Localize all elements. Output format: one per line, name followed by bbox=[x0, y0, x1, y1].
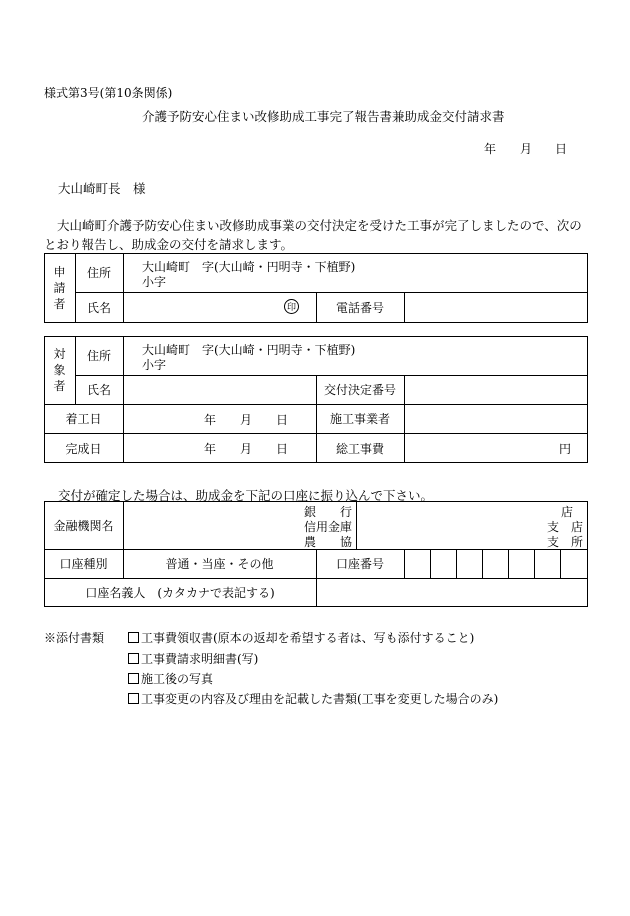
target-address-label: 住所 bbox=[86, 349, 111, 363]
completion-month-label: 月 bbox=[240, 442, 253, 456]
attachment-item-change-doc[interactable]: 工事変更の内容及び理由を記載した書類(工事を変更した場合のみ) bbox=[128, 690, 498, 707]
institution-label: 金融機関名 bbox=[53, 518, 114, 533]
decision-number-field[interactable] bbox=[405, 376, 587, 403]
attachment-item-photos[interactable]: 施工後の写真 bbox=[128, 670, 213, 687]
account-number-label: 口座番号 bbox=[335, 557, 384, 571]
date-year-label: 年 bbox=[484, 142, 497, 156]
account-type-options[interactable]: 普通・当座・その他 bbox=[165, 557, 274, 571]
attachments-label: ※添付書類 bbox=[44, 631, 105, 645]
bank-type-shinkin: 信用金庫 bbox=[304, 520, 353, 534]
account-type-label: 口座種別 bbox=[59, 557, 108, 571]
contractor-field[interactable] bbox=[405, 405, 587, 432]
seal-mark: 印 bbox=[284, 299, 299, 314]
addressee: 大山崎町長 様 bbox=[58, 181, 146, 196]
document-title: 介護予防安心住まい改修助成工事完了報告書兼助成金交付請求書 bbox=[142, 109, 505, 124]
checkbox-icon[interactable] bbox=[128, 632, 139, 643]
decision-number-label: 交付決定番号 bbox=[323, 383, 396, 397]
target-group-label: 対 象 者 bbox=[53, 347, 66, 393]
target-address-line1: 大山崎町 字(大山崎・円明寺・下植野) bbox=[142, 343, 356, 357]
branch-type-store: 店 bbox=[561, 505, 574, 519]
applicant-address-line1: 大山崎町 字(大山崎・円明寺・下植野) bbox=[142, 260, 356, 274]
applicant-phone-label: 電話番号 bbox=[335, 301, 384, 315]
completion-year-label: 年 bbox=[204, 442, 217, 456]
target-address-line2: 小字 bbox=[142, 358, 167, 372]
checkbox-icon[interactable] bbox=[128, 693, 139, 704]
start-month-label: 月 bbox=[240, 413, 253, 427]
branch-type-office: 支 所 bbox=[547, 535, 584, 549]
applicant-phone-field[interactable] bbox=[405, 293, 587, 322]
form-number: 様式第3号(第10条関係) bbox=[44, 86, 173, 100]
date-day-label: 日 bbox=[555, 142, 568, 156]
account-holder-label: 口座名義人 (カタカナで表記する) bbox=[85, 586, 275, 600]
attachment-item-invoice[interactable]: 工事費請求明細書(写) bbox=[128, 650, 258, 667]
branch-type-branch: 支 店 bbox=[547, 520, 584, 534]
checkbox-icon[interactable] bbox=[128, 673, 139, 684]
applicant-address-line2: 小字 bbox=[142, 275, 167, 289]
contractor-label: 施工事業者 bbox=[329, 412, 390, 426]
start-year-label: 年 bbox=[204, 413, 217, 427]
date-month-label: 月 bbox=[520, 142, 533, 156]
start-day-label: 日 bbox=[276, 413, 289, 427]
applicant-name-label: 氏名 bbox=[86, 301, 111, 315]
account-holder-field[interactable] bbox=[317, 579, 587, 606]
bank-type-bank: 銀 行 bbox=[304, 505, 353, 519]
total-cost-label: 総工事費 bbox=[335, 441, 384, 456]
completion-date-label: 完成日 bbox=[65, 441, 102, 456]
target-name-label: 氏名 bbox=[86, 383, 111, 397]
target-name-field[interactable] bbox=[124, 376, 315, 403]
body-text: 大山崎町介護予防安心住まい改修助成事業の交付決定を受けた工事が完了しましたので、次のとおり報告し、助成金の交付を請求します。 bbox=[44, 218, 582, 252]
bank-intro: 交付が確定した場合は、助成金を下記の口座に振り込んで下さい。 bbox=[58, 488, 434, 503]
start-date-label: 着工日 bbox=[65, 412, 102, 426]
applicant-group-label: 申 請 者 bbox=[53, 265, 66, 311]
bank-type-nokyo: 農 協 bbox=[304, 535, 353, 549]
applicant-address-label: 住所 bbox=[86, 266, 111, 280]
checkbox-icon[interactable] bbox=[128, 653, 139, 664]
completion-day-label: 日 bbox=[276, 442, 289, 456]
attachment-item-receipt[interactable]: 工事費領収書(原本の返却を希望する者は、写も添付すること) bbox=[128, 629, 474, 646]
yen-unit: 円 bbox=[559, 442, 572, 456]
